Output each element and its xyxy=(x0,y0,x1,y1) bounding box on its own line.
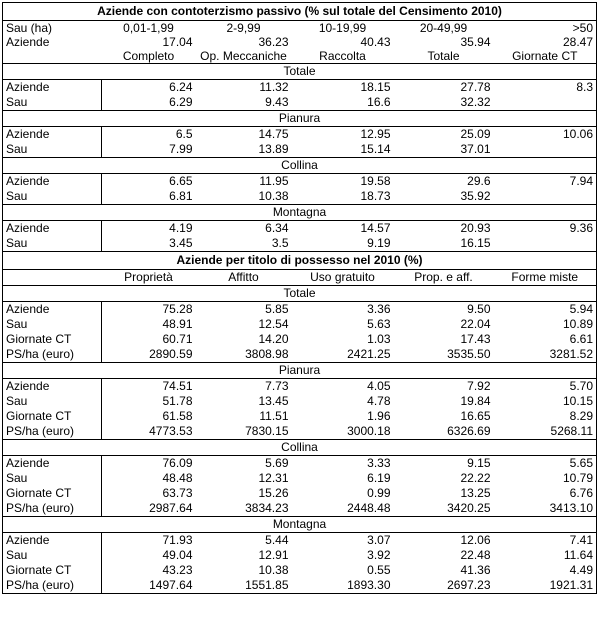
table-cell: 5268.11 xyxy=(550,424,594,438)
table-cell: 41.36 xyxy=(460,563,491,577)
table-cell: 37.01 xyxy=(460,142,491,156)
table-cell: 4773.53 xyxy=(102,424,196,440)
row-label: Giornate CT xyxy=(6,332,72,346)
table-cell: 8.29 xyxy=(569,409,594,423)
section-header: Collina xyxy=(3,440,597,456)
table-cell: 3281.52 xyxy=(549,347,594,361)
section-header: Montagna xyxy=(3,205,597,221)
row-label: Aziende xyxy=(3,80,102,96)
table-cell: 9.36 xyxy=(494,221,597,237)
row-label: Sau xyxy=(6,317,28,331)
table-cell: 4.49 xyxy=(569,563,594,577)
table-row xyxy=(3,236,597,252)
table-cell: 3420.25 xyxy=(447,501,491,515)
table-cell: 71.93 xyxy=(102,533,196,549)
table-row xyxy=(3,127,597,143)
table-cell: 12.91 xyxy=(258,548,289,562)
section-header-row xyxy=(3,111,597,127)
section-header-row xyxy=(3,64,597,80)
table-cell: 9.50 xyxy=(394,302,494,318)
table-row xyxy=(3,471,597,486)
table-cell: 16.65 xyxy=(460,409,491,423)
table-cell: 10.79 xyxy=(562,471,594,485)
aziende-share-value: 17.04 xyxy=(162,35,193,49)
section-header: Pianura xyxy=(3,363,597,379)
table-cell: 5.44 xyxy=(196,533,292,549)
section-header-row xyxy=(3,363,597,379)
section-header-row xyxy=(3,205,597,221)
table-cell: 6.81 xyxy=(102,189,196,205)
table-cell xyxy=(494,236,597,252)
table-cell: 17.43 xyxy=(460,332,491,346)
row-label: Aziende xyxy=(3,379,102,395)
table-cell: 12.31 xyxy=(258,471,289,485)
sau-class-header: 2-9,99 xyxy=(196,21,292,36)
table-cell: 14.75 xyxy=(196,127,292,143)
table-cell: 15.26 xyxy=(258,486,289,500)
section-header: Collina xyxy=(3,158,597,174)
sau-class-header: 20-49,99 xyxy=(394,21,494,36)
table-row xyxy=(3,394,597,409)
table-cell: 7.73 xyxy=(196,379,292,395)
table-row xyxy=(3,332,597,347)
row-label: Aziende xyxy=(3,302,102,318)
table-row xyxy=(3,533,597,549)
table-row xyxy=(3,548,597,563)
statistics-table-body xyxy=(3,3,597,594)
section-header: Totale xyxy=(3,286,597,302)
table-row xyxy=(3,221,597,237)
row-label: Sau xyxy=(6,95,28,109)
section-header-row xyxy=(3,440,597,456)
table-cell: 3.07 xyxy=(292,533,394,549)
table-cell: 3808.98 xyxy=(245,347,289,361)
table-cell: 11.95 xyxy=(196,174,292,190)
sau-class-row xyxy=(3,21,597,36)
section-header-row xyxy=(3,286,597,302)
table-row xyxy=(3,142,597,158)
table-cell xyxy=(494,142,597,158)
section-header-row xyxy=(3,517,597,533)
table-cell: 11.32 xyxy=(196,80,292,96)
table-row xyxy=(3,302,597,318)
column-header: Prop. e aff. xyxy=(394,270,494,286)
table-cell: 6.24 xyxy=(102,80,196,96)
table-cell: 15.14 xyxy=(360,142,391,156)
table-cell: 18.73 xyxy=(360,189,391,203)
table-cell: 11.64 xyxy=(563,548,594,562)
table-cell: 11.51 xyxy=(259,409,289,423)
table-cell: 16.15 xyxy=(460,236,491,250)
table-cell: 6.19 xyxy=(367,471,391,485)
table-cell: 25.09 xyxy=(394,127,494,143)
table2-title: Aziende per titolo di possesso nel 2010 (%) xyxy=(3,252,597,270)
section-header: Montagna xyxy=(3,517,597,533)
table-cell: 7.94 xyxy=(494,174,597,190)
table-cell: 7.41 xyxy=(494,533,597,549)
aziende-share-value: 28.47 xyxy=(562,35,594,49)
column-header: Giornate CT xyxy=(512,49,578,63)
column-header: Raccolta xyxy=(319,49,366,63)
table-cell: 14.20 xyxy=(258,332,289,346)
table-cell: 10.38 xyxy=(258,189,289,203)
table-cell: 2448.48 xyxy=(347,501,391,515)
row-label: Sau xyxy=(6,142,28,156)
sau-class-header: 0,01-1,99 xyxy=(102,21,196,36)
table-cell: 6.34 xyxy=(196,221,292,237)
table-cell: 9.19 xyxy=(367,236,391,250)
row-label: PS/ha (euro) xyxy=(6,424,75,438)
table-cell: 22.22 xyxy=(460,471,491,485)
table-cell: 10.38 xyxy=(258,563,289,577)
table-cell: 1921.31 xyxy=(549,578,594,592)
row-label: Aziende xyxy=(3,456,102,472)
row-label: Sau xyxy=(6,236,28,250)
table-cell: 13.25 xyxy=(460,486,491,500)
table-cell: 10.15 xyxy=(562,394,594,408)
table-cell: 43.23 xyxy=(102,563,196,578)
table-row xyxy=(3,424,597,440)
sau-class-header: 10-19,99 xyxy=(292,21,394,36)
table-cell: 51.78 xyxy=(102,394,196,409)
table-cell: 14.57 xyxy=(292,221,394,237)
table-cell: 6.29 xyxy=(102,95,196,111)
table-cell: 7.99 xyxy=(102,142,196,158)
table-row xyxy=(3,174,597,190)
table-cell: 48.48 xyxy=(102,471,196,486)
table-cell: 75.28 xyxy=(102,302,196,318)
table-cell: 2421.25 xyxy=(347,347,391,361)
table2-title-row xyxy=(3,252,597,270)
table-cell: 3000.18 xyxy=(347,424,391,438)
table-cell: 3.45 xyxy=(102,236,196,252)
table-cell: 4.78 xyxy=(367,394,391,408)
table-cell: 48.91 xyxy=(102,317,196,332)
table-cell: 4.19 xyxy=(102,221,196,237)
table-row xyxy=(3,379,597,395)
table-cell: 8.3 xyxy=(494,80,597,96)
column-header: Uso gratuito xyxy=(292,270,394,286)
table-cell xyxy=(494,95,597,111)
table-row xyxy=(3,501,597,517)
table-row xyxy=(3,347,597,363)
sau-class-header: >50 xyxy=(494,21,597,36)
table1-title-row xyxy=(3,3,597,21)
table-cell: 35.92 xyxy=(460,189,491,203)
row-label: Sau xyxy=(6,189,28,203)
table-cell: 7830.15 xyxy=(245,424,289,438)
table-cell: 61.58 xyxy=(102,409,196,424)
row-label: Aziende xyxy=(3,221,102,237)
sau-class-label: Sau (ha) xyxy=(3,21,102,36)
table-cell: 32.32 xyxy=(460,95,491,109)
table-cell: 0.55 xyxy=(367,563,391,577)
table-row xyxy=(3,80,597,96)
row-label: Giornate CT xyxy=(6,486,72,500)
table-cell: 3413.10 xyxy=(549,501,594,515)
table-cell: 5.94 xyxy=(494,302,597,318)
table-cell: 22.48 xyxy=(460,548,491,562)
table-cell: 5.69 xyxy=(196,456,292,472)
table-cell: 5.85 xyxy=(196,302,292,318)
table-cell: 9.43 xyxy=(265,95,289,109)
table-cell: 22.04 xyxy=(460,317,491,331)
table-row xyxy=(3,578,597,594)
table-cell: 1551.85 xyxy=(245,578,289,592)
table-cell: 19.84 xyxy=(460,394,491,408)
table-cell: 12.54 xyxy=(258,317,289,331)
row-label: Sau xyxy=(6,471,28,485)
aziende-share-value: 36.23 xyxy=(258,35,289,49)
table-cell: 5.70 xyxy=(494,379,597,395)
table-row xyxy=(3,317,597,332)
aziende-share-label: Aziende xyxy=(6,35,50,49)
row-label: Giornate CT xyxy=(6,563,72,577)
table-cell: 16.6 xyxy=(367,95,391,109)
table-cell: 27.78 xyxy=(394,80,494,96)
table-cell: 60.71 xyxy=(102,332,196,347)
column-header: Forme miste xyxy=(494,270,597,286)
table-cell: 20.93 xyxy=(394,221,494,237)
section-header-row xyxy=(3,158,597,174)
table-cell xyxy=(494,189,597,205)
table-cell: 18.15 xyxy=(292,80,394,96)
table-cell: 10.89 xyxy=(562,317,594,331)
table-cell: 7.92 xyxy=(394,379,494,395)
table-cell: 3.36 xyxy=(292,302,394,318)
table-cell: 9.15 xyxy=(394,456,494,472)
table-cell: 2987.64 xyxy=(102,501,196,517)
row-label: Aziende xyxy=(3,533,102,549)
table-cell: 76.09 xyxy=(102,456,196,472)
row-label: Aziende xyxy=(3,127,102,143)
table-cell: 5.63 xyxy=(367,317,391,331)
table-cell: 3535.50 xyxy=(447,347,491,361)
table-cell: 1.96 xyxy=(367,409,391,423)
statistics-table xyxy=(2,2,597,594)
table-cell: 13.89 xyxy=(258,142,289,156)
table-cell: 3.92 xyxy=(367,548,391,562)
column-header: Op. Meccaniche xyxy=(200,49,287,63)
row-label: Sau xyxy=(6,548,28,562)
column-header: Totale xyxy=(427,49,460,63)
table-cell: 0.99 xyxy=(367,486,391,500)
table-cell: 6.61 xyxy=(569,332,594,346)
table-row xyxy=(3,95,597,111)
table-row xyxy=(3,409,597,424)
table-cell: 6.65 xyxy=(102,174,196,190)
aziende-share-value: 40.43 xyxy=(360,35,391,49)
table-row xyxy=(3,189,597,205)
table-cell: 6.76 xyxy=(569,486,594,500)
table-cell: 12.06 xyxy=(394,533,494,549)
table-cell: 5.65 xyxy=(494,456,597,472)
table-cell: 4.05 xyxy=(292,379,394,395)
table-cell: 19.58 xyxy=(292,174,394,190)
table-cell: 2890.59 xyxy=(102,347,196,363)
table-cell: 1893.30 xyxy=(347,578,391,592)
column-header: Affitto xyxy=(196,270,292,286)
row-label: Sau xyxy=(6,394,28,408)
table-cell: 2697.23 xyxy=(447,578,491,592)
table-cell: 1497.64 xyxy=(102,578,196,594)
table-cell: 74.51 xyxy=(102,379,196,395)
table-row xyxy=(3,456,597,472)
column-header-blank xyxy=(3,49,102,64)
table-cell: 6.5 xyxy=(102,127,196,143)
table1-column-headers xyxy=(3,49,597,64)
row-label: Giornate CT xyxy=(6,409,72,423)
row-label: PS/ha (euro) xyxy=(6,347,75,361)
table-cell: 12.95 xyxy=(292,127,394,143)
table-cell: 3.5 xyxy=(271,236,289,250)
aziende-share-row xyxy=(3,35,597,49)
table-cell: 3.33 xyxy=(292,456,394,472)
row-label: PS/ha (euro) xyxy=(6,578,75,592)
table-cell: 49.04 xyxy=(102,548,196,563)
row-label: Aziende xyxy=(3,174,102,190)
table-cell: 13.45 xyxy=(258,394,289,408)
table-cell: 6326.69 xyxy=(447,424,491,438)
table-cell: 3834.23 xyxy=(245,501,289,515)
aziende-share-value: 35.94 xyxy=(460,35,491,49)
table-cell: 10.06 xyxy=(494,127,597,143)
table2-column-headers xyxy=(3,270,597,286)
table-cell: 29.6 xyxy=(394,174,494,190)
column-header-blank xyxy=(3,270,102,286)
section-header: Pianura xyxy=(3,111,597,127)
column-header: Completo xyxy=(122,49,175,63)
section-header: Totale xyxy=(3,64,597,80)
row-label: PS/ha (euro) xyxy=(6,501,75,515)
table1-title: Aziende con contoterzismo passivo (% sul totale del Censimento 2010) xyxy=(97,4,502,18)
table-cell: 63.73 xyxy=(102,486,196,501)
column-header: Proprietà xyxy=(102,270,196,286)
table-row xyxy=(3,486,597,501)
table-row xyxy=(3,563,597,578)
table-cell: 1.03 xyxy=(367,332,391,346)
